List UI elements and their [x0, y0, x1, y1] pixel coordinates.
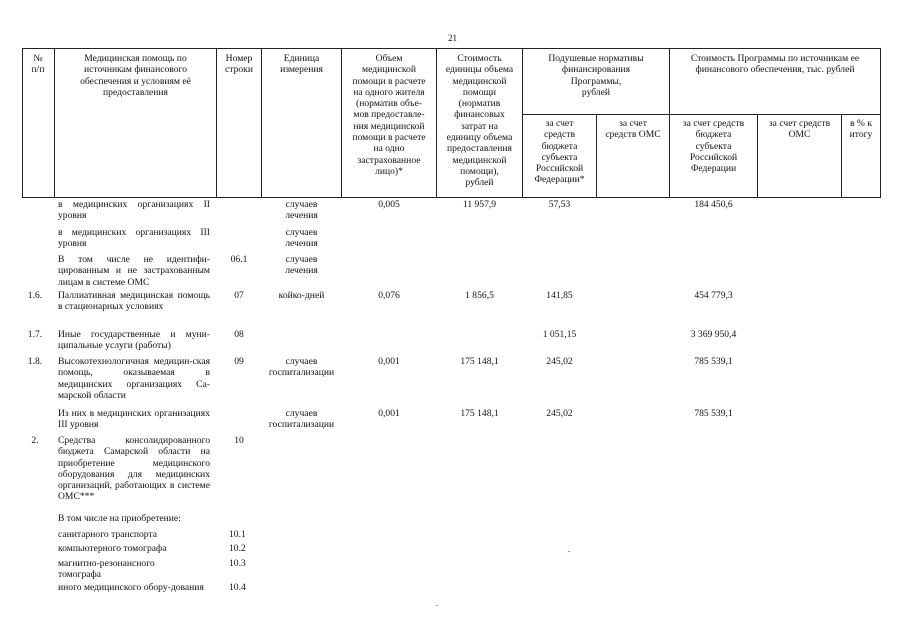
- row-total-budget: 184 450,6: [694, 199, 733, 210]
- row-name: иного медицинского обору-дования: [58, 582, 204, 593]
- row-total-budget: 785 539,1: [694, 356, 733, 367]
- row-name: Из них в медицинских организациях III уровня: [58, 408, 210, 431]
- row-total-budget: 785 539,1: [694, 408, 733, 419]
- row-line: 10.4: [229, 582, 246, 593]
- header-volume: Объем медицинской помощи в расчете на одного жителя (норматив объе- мов предоставле- ния медицинской помощи в расчете на одно застрахованное лицо)*: [352, 53, 426, 177]
- row-cost: 1 856,5: [465, 290, 494, 301]
- row-line: 10.2: [229, 543, 246, 554]
- row-name: в медицинских организациях III уровня: [58, 227, 210, 250]
- row-line: 09: [234, 356, 244, 367]
- row-name: Иные государственные и муни-ципальные услуги (работы): [58, 329, 210, 352]
- header-unit: Единица измерения: [280, 53, 323, 76]
- row-total-budget: 3 369 950,4: [690, 329, 737, 340]
- row-volume: 0,001: [378, 356, 400, 367]
- table-top-border: [22, 48, 881, 49]
- row-volume: 0,005: [378, 199, 400, 210]
- row-name: В том числе на приобретение:: [58, 513, 181, 524]
- header-total-oms: за счет средств ОМС: [768, 118, 831, 141]
- col-border: [880, 48, 881, 198]
- header-bottom-border: [22, 197, 881, 198]
- header-total: Стоимость Программы по источникам ее финансового обеспечения, тыс. рублей: [690, 53, 860, 76]
- header-total-budget: за счет средств бюджета субъекта Российской Федерации: [682, 118, 745, 175]
- row-per-capita-budget: 141,85: [546, 290, 573, 301]
- header-total-pct: в % к итогу: [849, 118, 873, 141]
- row-unit: случаев госпитализации: [268, 356, 335, 379]
- row-name: в медицинских организациях II уровня: [58, 199, 210, 222]
- page-number: 21: [448, 33, 457, 43]
- row-per-capita-budget: 245,02: [546, 356, 573, 367]
- header-per-capita: Подушевые нормативы финансирования Программы, рублей: [548, 53, 644, 98]
- row-line: 10.1: [229, 529, 246, 540]
- row-per-capita-budget: 245,02: [546, 408, 573, 419]
- row-line: 07: [234, 290, 244, 301]
- header-num: № п/п: [31, 53, 45, 76]
- row-line: 06.1: [230, 254, 248, 265]
- row-cost: 175 148,1: [460, 356, 499, 367]
- header-line: Номер строки: [225, 53, 253, 76]
- scan-speck: [436, 605, 438, 606]
- row-name: компьютерного томографа: [58, 543, 167, 554]
- row-per-capita-budget: 57,53: [548, 199, 571, 210]
- row-unit: койко-дней: [278, 290, 325, 301]
- row-num: 1.6.: [27, 290, 43, 301]
- row-unit: случаев лечения: [285, 199, 318, 222]
- row-name: Паллиативная медицинская помощь в стационарных условиях: [58, 290, 210, 313]
- row-per-capita-budget: 1 051,15: [542, 329, 577, 340]
- header-per-capita-oms: за счет средств ОМС: [605, 118, 661, 141]
- row-name: В том числе не идентифи-цированным и не застрахованным лицам в системе ОМС: [58, 254, 210, 288]
- row-line: 10.3: [229, 558, 246, 569]
- subheader-line-total: [669, 114, 881, 115]
- row-volume: 0,076: [378, 290, 400, 301]
- header-per-capita-budget: за счет средств бюджета субъекта Российской Федерации*: [534, 118, 585, 186]
- row-total-budget: 454 779,3: [694, 290, 733, 301]
- row-unit: случаев госпитализации: [268, 408, 335, 431]
- row-num: 1.7.: [27, 329, 43, 340]
- header-care: Медицинская помощь по источникам финансового обеспечения и условиям её предоставления: [80, 53, 191, 98]
- row-name: Средства консолидированного бюджета Самарской области на приобретение медицинского оборудования для медицинских организаций, работающих в системе ОМС***: [58, 435, 210, 503]
- row-name: Высокотехнологичная медицин-ская помощь, оказываемая в медицинских организациях Са-марской области: [58, 356, 210, 401]
- row-unit: случаев лечения: [285, 254, 318, 277]
- row-num: 2.: [31, 435, 39, 446]
- header-cost: Стоимость единицы объема медицинской помощи (норматив финансовых затрат на единицу объема предоставления медицинской помощи), рублей: [445, 53, 514, 189]
- row-cost: 175 148,1: [460, 408, 499, 419]
- row-line: 08: [234, 329, 244, 340]
- row-name: санитарного транспорта: [58, 529, 158, 540]
- row-num: 1.8.: [27, 356, 43, 367]
- row-volume: 0,001: [378, 408, 400, 419]
- row-line: 10: [234, 435, 244, 446]
- row-unit: случаев лечения: [285, 227, 318, 250]
- scan-speck: [568, 551, 570, 552]
- row-cost: 11 957,9: [462, 199, 497, 210]
- row-name: магнитно-резонансного томографа: [58, 558, 155, 581]
